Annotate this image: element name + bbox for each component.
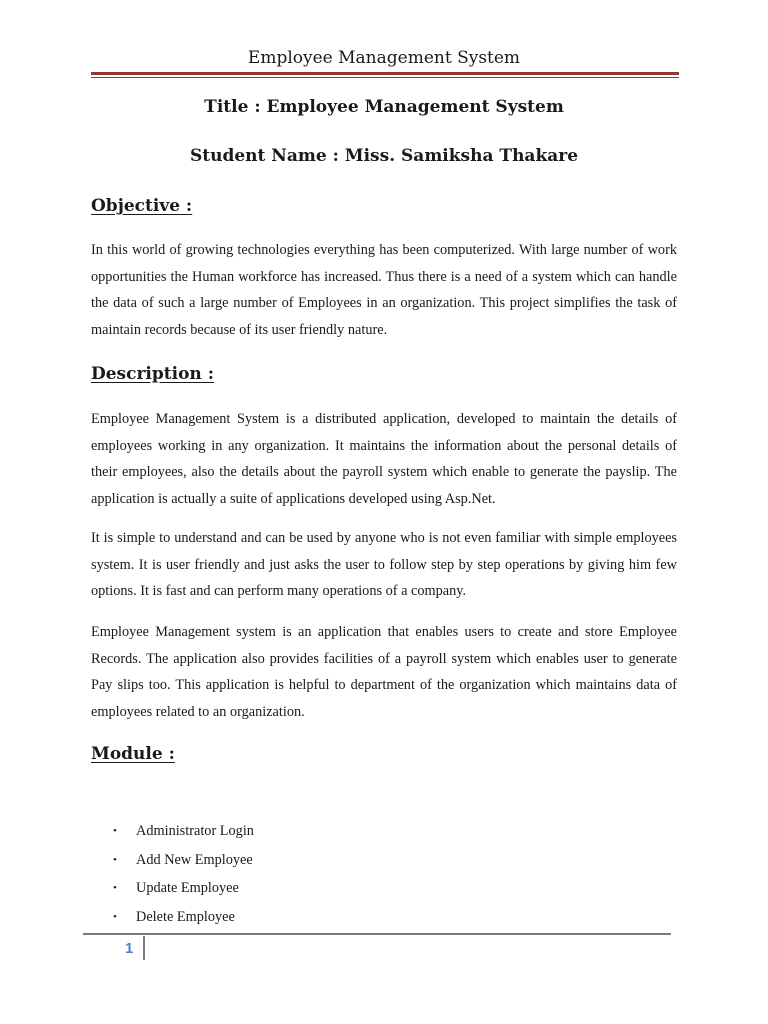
page-number: 1 <box>125 940 134 957</box>
description-heading: Description : <box>91 364 214 384</box>
description-paragraph-1: Employee Management System is a distributed application, developed to maintain the details of employees working in any organization. It maintains the information about the personal details of their employees, also the details about the payroll system which enable to generate the payslip. The application is actually a suite of applications developed using Asp.Net. <box>91 411 677 507</box>
objective-paragraph: In this world of growing technologies everything has been computerized. With large number of work opportunities the Human workforce has increased. Thus there is a need of a system which can handle the data of such a large number of Employees in an organization. This project simplifies the task of maintain records because of its user friendly nature. <box>91 242 677 338</box>
module-item-label: Administrator Login <box>136 823 254 839</box>
project-title: Title : Employee Management System <box>204 97 564 117</box>
module-list <box>91 817 254 932</box>
bullet-icon: • <box>113 911 117 924</box>
page-number-divider <box>143 936 145 960</box>
module-item-label: Update Employee <box>136 880 239 897</box>
running-header-title: Employee Management System <box>247 48 521 68</box>
list-item <box>91 903 254 932</box>
list-item <box>91 817 254 846</box>
objective-heading: Objective : <box>91 196 193 216</box>
description-paragraph-2: It is simple to understand and can be used by anyone who is not even familiar with simple employees system. It is user friendly and just asks the user to follow step by step operations by giving him few options. It is fast and can perform many operations of a company. <box>91 530 677 599</box>
bullet-icon: • <box>113 853 117 866</box>
bullet-icon: • <box>113 882 117 895</box>
header-rule <box>91 72 679 75</box>
list-item <box>91 874 254 903</box>
list-item <box>91 846 254 875</box>
module-heading: Module : <box>91 744 175 764</box>
module-item-label: Add New Employee <box>136 851 253 868</box>
student-name: Student Name : Miss. Samiksha Thakare <box>189 146 579 166</box>
header-rule-thin <box>91 77 679 78</box>
description-paragraph-3: Employee Management system is an application that enables users to create and store Employee Records. The application also provides facilities of a payroll system which enables user to generate Pay slips too. This application is helpful to department of the organization which maintains data of employees related to an organization. <box>91 624 677 720</box>
module-item-label: Delete Employee <box>136 909 235 926</box>
footer-rule <box>83 933 671 935</box>
bullet-icon: • <box>113 825 117 837</box>
